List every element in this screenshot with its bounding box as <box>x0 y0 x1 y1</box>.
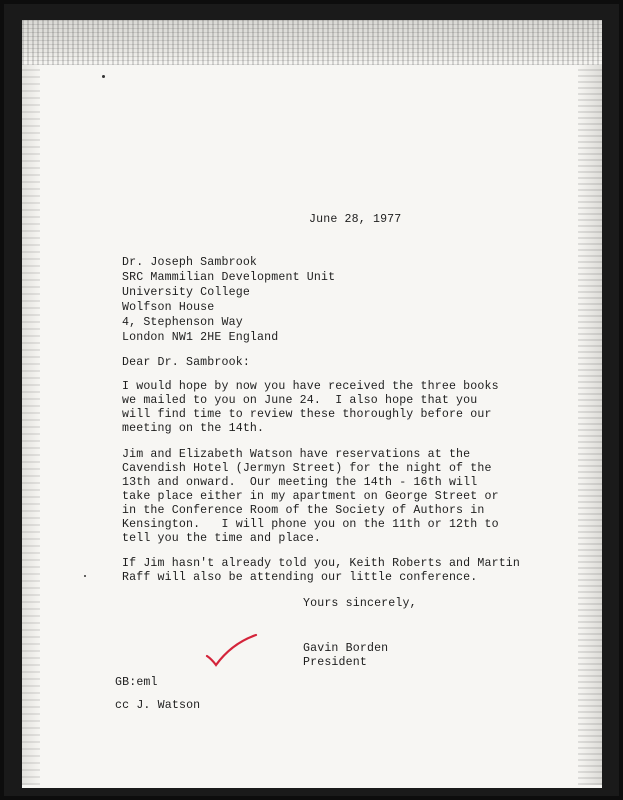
typist-initials: GB:eml <box>115 676 158 689</box>
paragraph-line: meeting on the 14th. <box>122 422 265 435</box>
scan-noise-left <box>22 65 40 785</box>
signer-title: President <box>303 656 367 669</box>
paragraph-line: Jim and Elizabeth Watson have reservations at the <box>122 448 471 461</box>
paragraph-line: Kensington. I will phone you on the 11th or 12th to <box>122 518 499 531</box>
paragraph-line: we mailed to you on June 24. I also hope that you <box>122 394 478 407</box>
checkmark-icon <box>204 632 262 672</box>
cc-line: cc J. Watson <box>115 699 201 712</box>
paragraph-line: I would hope by now you have received the three books <box>122 380 499 393</box>
scan-noise-right <box>578 65 602 785</box>
letter-date: June 28, 1977 <box>309 213 402 226</box>
signer-name: Gavin Borden <box>303 642 389 655</box>
recipient-line: 4, Stephenson Way <box>122 316 243 329</box>
letter-page <box>22 20 602 788</box>
recipient-line: London NW1 2HE England <box>122 331 279 344</box>
paragraph-line: If Jim hasn't already told you, Keith Roberts and Martin <box>122 557 521 570</box>
recipient-line: University College <box>122 286 250 299</box>
paragraph-line: 13th and onward. Our meeting the 14th - 16th will <box>122 476 478 489</box>
scan-noise-top <box>22 20 602 65</box>
paragraph-line: take place either in my apartment on George Street or <box>122 490 499 503</box>
closing: Yours sincerely, <box>303 597 417 610</box>
paragraph-line: tell you the time and place. <box>122 532 322 545</box>
paragraph-line: Cavendish Hotel (Jermyn Street) for the night of the <box>122 462 492 475</box>
paragraph-line: Raff will also be attending our little conference. <box>122 571 478 584</box>
recipient-line: Dr. Joseph Sambrook <box>122 256 258 269</box>
paragraph-line: will find time to review these thoroughly before our <box>122 408 492 421</box>
recipient-line: SRC Mammilian Development Unit <box>122 271 336 284</box>
recipient-line: Wolfson House <box>122 301 215 314</box>
paragraph-line: in the Conference Room of the Society of Authors in <box>122 504 485 517</box>
ink-speck <box>84 575 86 577</box>
salutation: Dear Dr. Sambrook: <box>122 356 250 369</box>
ink-speck <box>102 75 105 78</box>
